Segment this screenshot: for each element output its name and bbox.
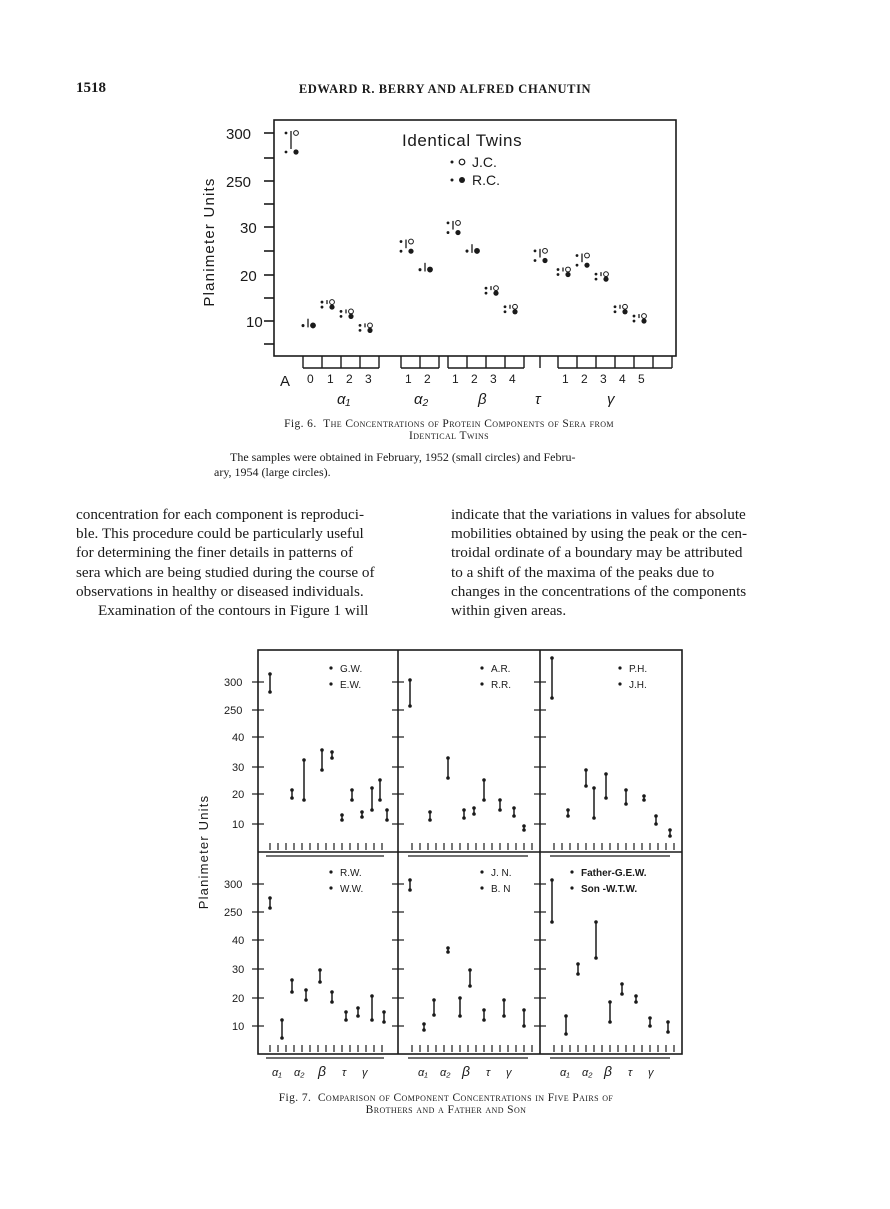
body-right-column: [451, 505, 811, 620]
jc-small-point: [633, 315, 636, 318]
y-tick-label: 250: [224, 907, 243, 919]
pair-point: [648, 1024, 652, 1028]
pair-point: [408, 704, 412, 708]
x-label-a: A: [280, 373, 291, 390]
pair-point: [512, 814, 516, 818]
pair-point: [472, 806, 476, 810]
pair-point: [620, 982, 624, 986]
pair-point: [350, 788, 354, 792]
pair-point: [304, 998, 308, 1002]
body-line: Examination of the contours in Figure 1 will: [98, 602, 369, 620]
pair-point: [408, 878, 412, 882]
rc-large-point: [293, 149, 298, 154]
x-tick-label: 3: [600, 372, 607, 386]
pair-point: [458, 996, 462, 1000]
y-axis-label: Planimeter Units: [201, 177, 218, 307]
caption-title-line: The Concentrations of Protein Components of Sera from: [323, 418, 614, 430]
x-tick-label: 3: [365, 372, 372, 386]
x-tick-label: 1: [562, 372, 569, 386]
pair-point: [550, 920, 554, 924]
pair-point: [468, 968, 472, 972]
body-line: concentration for each component is reproduci-: [76, 506, 365, 523]
x-group-label: α₂: [294, 1067, 305, 1079]
pair-point: [344, 1018, 348, 1022]
x-group-label: τ: [342, 1067, 347, 1079]
legend-title: Identical Twins: [402, 131, 523, 150]
pair-point: [564, 1014, 568, 1018]
pair-point: [330, 1000, 334, 1004]
rc-small-point: [321, 306, 324, 309]
page-number: 1518: [76, 80, 106, 96]
pair-point: [634, 994, 638, 998]
pair-point: [666, 1020, 670, 1024]
jc-large-point: [566, 267, 571, 272]
y-tick-label: 20: [232, 993, 245, 1005]
rc-large-point: [641, 318, 646, 323]
rc-large-point: [329, 304, 334, 309]
fig7-data-marks: [268, 656, 672, 1040]
pair-point: [666, 1030, 670, 1034]
rc-small-point: [576, 264, 579, 267]
jc-large-point: [513, 304, 518, 309]
pair-point: [350, 798, 354, 802]
jc-large-point: [585, 253, 590, 258]
rc-large-point: [367, 328, 372, 333]
pair-point: [522, 824, 526, 828]
pair-point: [268, 896, 272, 900]
rc-large-point: [455, 230, 460, 235]
pair-point: [584, 768, 588, 772]
pair-point: [340, 818, 344, 822]
x-tick-label: 0: [307, 372, 314, 386]
pair-point: [620, 992, 624, 996]
pair-point: [428, 810, 432, 814]
jc-small-point: [504, 305, 507, 308]
pair-point: [642, 794, 646, 798]
jc-small-point: [321, 301, 324, 304]
pair-point: [498, 798, 502, 802]
pair-point: [370, 808, 374, 812]
pair-point: [268, 672, 272, 676]
rc-small-point: [419, 268, 422, 271]
figure-7-caption: [196, 1092, 696, 1116]
rc-small-point: [302, 324, 305, 327]
y-tick-label: 20: [240, 268, 257, 285]
body-line: sera which are being studied during the course of: [76, 563, 375, 581]
pair-point: [280, 1036, 284, 1040]
pair-point: [360, 810, 364, 814]
pair-point: [422, 1022, 426, 1026]
jc-large-point: [604, 272, 609, 277]
rc-large-point: [348, 314, 353, 319]
x-group-label: α₁: [337, 391, 351, 408]
x-tick-label: 4: [509, 372, 516, 386]
pair-point: [370, 1018, 374, 1022]
rc-large-point: [427, 267, 432, 272]
rc-large-point: [542, 258, 547, 263]
rc-large-point: [622, 309, 627, 314]
jc-small-point: [595, 273, 598, 276]
x-tick-label: 2: [424, 372, 431, 386]
pair-point: [356, 1014, 360, 1018]
pair-point: [344, 1010, 348, 1014]
body-line: troidal ordinate of a boundary may be attributed: [451, 544, 743, 562]
body-line: indicate that the variations in values for absolute: [451, 506, 746, 523]
x-group-label: γ: [607, 391, 615, 408]
pair-point: [604, 796, 608, 800]
jc-small-point: [447, 222, 450, 225]
pair-point: [290, 796, 294, 800]
pair-point: [422, 1028, 426, 1032]
jc-small-point: [359, 324, 362, 327]
y-tick-label: 300: [226, 126, 252, 143]
pair-point: [482, 798, 486, 802]
pair-point: [512, 806, 516, 810]
fig6-data-marks: [285, 131, 647, 333]
pair-point: [290, 978, 294, 982]
x-group-label: α₂: [582, 1067, 593, 1079]
pair-point: [594, 920, 598, 924]
pair-point: [648, 1016, 652, 1020]
running-head: EDWARD R. BERRY AND ALFRED CHANUTIN: [298, 82, 592, 96]
pair-point: [522, 1008, 526, 1012]
pair-point: [280, 1018, 284, 1022]
legend-item: G.W.: [340, 664, 363, 675]
body-line: changes in the concentrations of the components: [451, 582, 747, 600]
legend-item: R.W.: [340, 868, 362, 879]
pair-point: [290, 788, 294, 792]
rc-small-point: [614, 310, 617, 313]
legend-item: A.R.: [491, 664, 511, 675]
pair-point: [550, 696, 554, 700]
x-group-label: τ: [486, 1067, 491, 1079]
y-tick-label: 250: [226, 174, 252, 191]
pair-point: [566, 814, 570, 818]
pair-point: [654, 822, 658, 826]
body-line: to a shift of the maxima of the peaks due to: [451, 563, 715, 581]
pair-point: [654, 814, 658, 818]
rc-large-point: [493, 291, 498, 296]
pair-point: [320, 748, 324, 752]
figure-7-chart: [190, 640, 700, 1085]
x-group-label: β: [478, 391, 487, 408]
pair-point: [446, 946, 450, 950]
rc-small-point: [485, 292, 488, 295]
x-tick-label: 1: [405, 372, 412, 386]
jc-small-point: [557, 268, 560, 271]
jc-small-point: [534, 249, 537, 252]
x-group-label: τ: [628, 1067, 633, 1079]
x-tick-label: 2: [581, 372, 588, 386]
jc-large-point: [330, 300, 335, 305]
pair-point: [604, 772, 608, 776]
jc-large-point: [349, 309, 354, 314]
legend-open-marker: [459, 159, 465, 165]
pair-point: [634, 1000, 638, 1004]
pair-point: [482, 1018, 486, 1022]
pair-point: [522, 828, 526, 832]
pair-point: [446, 756, 450, 760]
pair-point: [302, 758, 306, 762]
rc-large-point: [565, 272, 570, 277]
jc-large-point: [368, 323, 373, 328]
y-tick-label: 30: [232, 964, 245, 976]
y-tick-label: 10: [246, 314, 263, 331]
x-group-label: τ: [535, 391, 541, 408]
legend-small-marker: [451, 161, 454, 164]
legend-item: J.H.: [629, 680, 647, 691]
pair-point: [502, 998, 506, 1002]
pair-point: [330, 756, 334, 760]
pair-point: [318, 980, 322, 984]
pair-point: [432, 1013, 436, 1017]
y-tick-label: 40: [232, 732, 245, 744]
pair-point: [330, 990, 334, 994]
jc-small-point: [340, 310, 343, 313]
pair-point: [576, 972, 580, 976]
jc-small-point: [576, 254, 579, 257]
legend-item-jc: J.C.: [472, 154, 497, 170]
body-line: within given areas.: [451, 602, 567, 620]
pair-point: [304, 988, 308, 992]
pair-point: [522, 1024, 526, 1028]
body-line: for determining the finer details in patterns of: [76, 544, 354, 562]
pair-point: [268, 906, 272, 910]
pair-point: [320, 768, 324, 772]
pair-point: [502, 1014, 506, 1018]
rc-large-point: [474, 249, 479, 254]
figure-6-chart: [190, 112, 700, 412]
rc-small-point: [400, 250, 403, 253]
pair-point: [592, 786, 596, 790]
figure-6-caption-title: [214, 418, 684, 442]
x-group-label: β: [318, 1063, 326, 1079]
body-line: ble. This procedure could be particularly useful: [76, 525, 364, 543]
legend-filled-marker: [459, 177, 465, 183]
y-tick-label: 30: [232, 762, 245, 774]
x-group-label: γ: [648, 1067, 654, 1079]
pair-point: [378, 778, 382, 782]
x-tick-label: 2: [471, 372, 478, 386]
jc-large-point: [294, 131, 299, 136]
pair-point: [498, 808, 502, 812]
legend-item: E.W.: [340, 680, 362, 691]
pair-point: [584, 784, 588, 788]
legend-item: J. N.: [491, 868, 512, 879]
pair-point: [360, 815, 364, 819]
x-group-label: β: [604, 1063, 612, 1079]
pair-point: [370, 994, 374, 998]
rc-large-point: [408, 249, 413, 254]
pair-point: [642, 798, 646, 802]
jc-large-point: [456, 221, 461, 226]
body-line: mobilities obtained by using the peak or the cen-: [451, 525, 748, 543]
pair-point: [482, 778, 486, 782]
pair-point: [462, 808, 466, 812]
caption-title-line: Comparison of Component Concentrations in Five Pairs of: [317, 1092, 614, 1104]
rc-small-point: [359, 329, 362, 332]
jc-large-point: [623, 304, 628, 309]
x-group-label: α₂: [414, 391, 429, 408]
jc-large-point: [409, 239, 414, 244]
pair-point: [408, 888, 412, 892]
rc-small-point: [447, 231, 450, 234]
pair-point: [385, 818, 389, 822]
x-tick-label: 4: [619, 372, 626, 386]
pair-point: [624, 788, 628, 792]
pair-point: [458, 1014, 462, 1018]
y-tick-label: 20: [232, 789, 245, 801]
pair-point: [550, 656, 554, 660]
rc-small-point: [595, 278, 598, 281]
legend-item: B. N: [491, 884, 511, 895]
jc-large-point: [543, 248, 548, 253]
pair-point: [370, 786, 374, 790]
x-group-label: α₂: [440, 1067, 451, 1079]
y-tick-label: 10: [232, 819, 245, 831]
y-tick-label: 300: [224, 677, 243, 689]
rc-small-point: [285, 151, 288, 154]
rc-small-point: [504, 310, 507, 313]
body-line: observations in healthy or diseased individuals.: [76, 582, 364, 600]
caption-label: Fig. 6.: [284, 418, 317, 430]
rc-small-point: [466, 250, 469, 253]
y-tick-label: 10: [232, 1021, 245, 1033]
jc-small-point: [400, 240, 403, 243]
pair-point: [330, 750, 334, 754]
x-tick-label: 1: [327, 372, 334, 386]
x-group-label: α₁: [418, 1067, 428, 1079]
rc-large-point: [603, 277, 608, 282]
figure-6-caption-note: [214, 450, 678, 480]
x-group-label: γ: [362, 1067, 368, 1079]
jc-large-point: [494, 286, 499, 291]
pair-point: [408, 678, 412, 682]
x-tick-label: 5: [638, 372, 645, 386]
pair-point: [268, 690, 272, 694]
pair-point: [668, 834, 672, 838]
pair-point: [472, 812, 476, 816]
rc-large-point: [584, 263, 589, 268]
jc-small-point: [485, 287, 488, 290]
pair-point: [290, 990, 294, 994]
pair-point: [462, 816, 466, 820]
rc-small-point: [557, 273, 560, 276]
caption-label: Fig. 7.: [278, 1092, 312, 1104]
pair-point: [482, 1008, 486, 1012]
pair-point: [566, 808, 570, 812]
pair-point: [302, 798, 306, 802]
legend-item: Father-G.E.W.: [581, 868, 647, 879]
pair-point: [668, 828, 672, 832]
x-group-label: β: [462, 1063, 470, 1079]
rc-small-point: [340, 315, 343, 318]
rc-large-point: [512, 309, 517, 314]
y-tick-label: 40: [232, 935, 245, 947]
pair-point: [564, 1032, 568, 1036]
x-tick-label: 3: [490, 372, 497, 386]
pair-point: [550, 878, 554, 882]
x-group-label: γ: [506, 1067, 512, 1079]
pair-point: [378, 798, 382, 802]
pair-point: [385, 808, 389, 812]
pair-point: [382, 1020, 386, 1024]
pair-point: [356, 1006, 360, 1010]
pair-point: [432, 998, 436, 1002]
x-group-label: α₁: [560, 1067, 570, 1079]
x-tick-label: 1: [452, 372, 459, 386]
rc-large-point: [310, 323, 315, 328]
rc-small-point: [534, 259, 537, 262]
rc-small-point: [633, 320, 636, 323]
jc-small-point: [614, 305, 617, 308]
y-axis-label: Planimeter Units: [196, 794, 211, 910]
y-tick-label: 30: [240, 220, 257, 237]
pair-point: [576, 962, 580, 966]
legend-item: R.R.: [491, 680, 511, 691]
pair-point: [608, 1000, 612, 1004]
legend-item: W.W.: [340, 884, 364, 895]
pair-point: [608, 1020, 612, 1024]
pair-point: [624, 802, 628, 806]
pair-point: [446, 776, 450, 780]
legend-item: P.H.: [629, 664, 648, 675]
pair-point: [318, 968, 322, 972]
pair-point: [428, 818, 432, 822]
pair-point: [382, 1010, 386, 1014]
x-group-label: α₁: [272, 1067, 282, 1079]
pair-point: [446, 950, 450, 954]
pair-point: [594, 956, 598, 960]
caption-note-line: The samples were obtained in February, 1952 (small circles) and Febru-: [230, 450, 576, 464]
caption-note-line: ary, 1954 (large circles).: [214, 465, 331, 479]
pair-point: [340, 813, 344, 817]
legend-small-marker: [451, 179, 454, 182]
jc-small-point: [285, 132, 288, 135]
x-tick-label: 2: [346, 372, 353, 386]
caption-title-line: Identical Twins: [409, 430, 489, 442]
legend-item-rc: R.C.: [472, 172, 500, 188]
jc-large-point: [642, 314, 647, 319]
y-tick-label: 300: [224, 879, 243, 891]
body-left-column: [76, 505, 432, 620]
y-tick-label: 250: [224, 705, 243, 717]
pair-point: [468, 984, 472, 988]
legend-item: Son -W.T.W.: [581, 884, 638, 895]
pair-point: [592, 816, 596, 820]
caption-title-line: Brothers and a Father and Son: [365, 1104, 527, 1116]
